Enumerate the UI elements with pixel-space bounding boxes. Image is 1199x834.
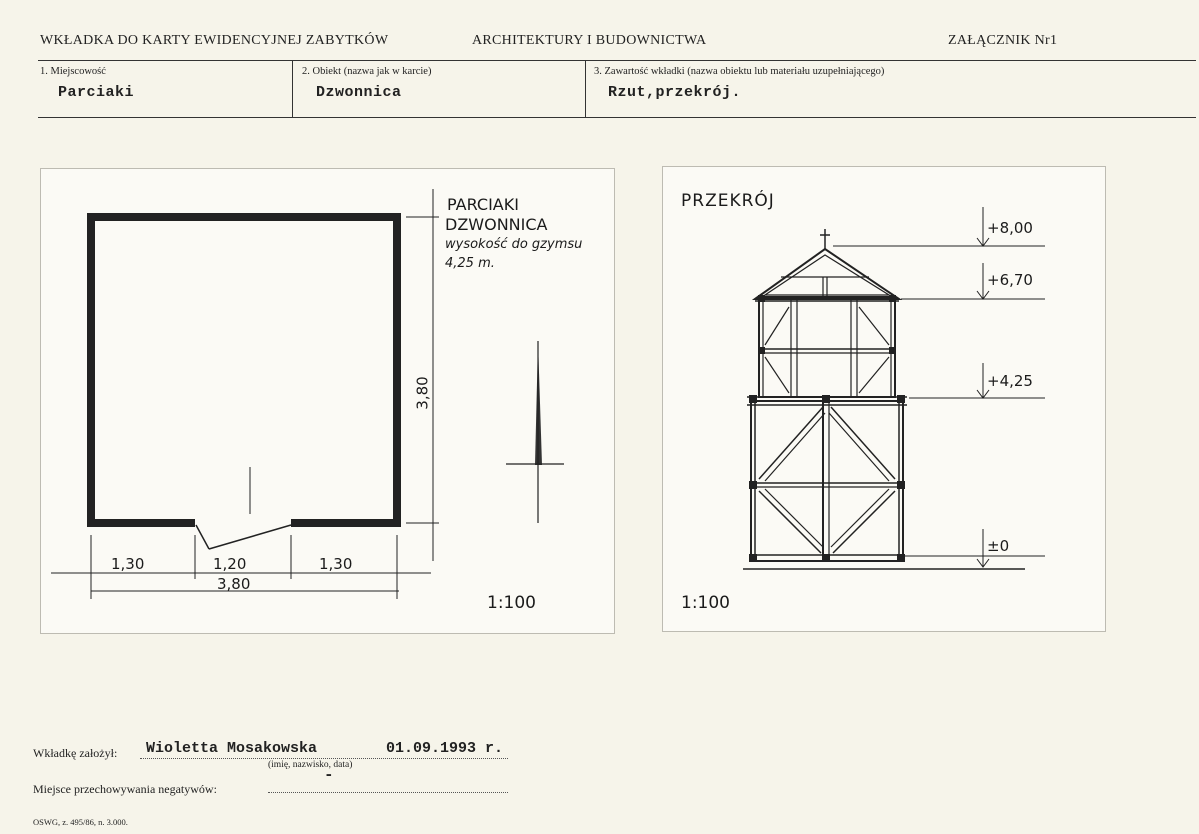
section-scale: 1:100 [681, 593, 730, 613]
print-info: OSWG, z. 495/86, n. 3.000. [33, 817, 128, 827]
created-by-line [140, 758, 508, 759]
field-label-object: 2. Obiekt (nazwa jak w karcie) [302, 66, 432, 77]
negatives-line [268, 792, 508, 793]
level-0: ±0 [987, 537, 1010, 555]
field-divider-1 [292, 60, 293, 117]
negatives-value: - [324, 766, 334, 784]
field-label-locality: 1. Miejscowość [40, 66, 106, 77]
level-6-70: +6,70 [987, 271, 1033, 289]
plan-dim-left: 1,30 [111, 555, 145, 573]
plan-height-note: wysokość do gzymsu [445, 237, 583, 252]
field-value-object: Dzwonnica [316, 84, 402, 101]
field-value-content: Rzut,przekrój. [608, 84, 742, 101]
header-bottom-rule [38, 117, 1196, 118]
section-svg [663, 167, 1105, 631]
level-4-25: +4,25 [987, 372, 1033, 390]
plan-title-locality: PARCIAKI [447, 195, 519, 214]
level-8-00: +8,00 [987, 219, 1033, 237]
section-title: PRZEKRÓJ [681, 191, 775, 211]
floor-plan-drawing [40, 168, 615, 634]
form-title: WKŁADKA DO KARTY EWIDENCYJNEJ ZABYTKÓW [40, 33, 389, 48]
plan-title-object: DZWONNICA [445, 215, 548, 234]
plan-height-value: 4,25 m. [445, 256, 495, 271]
plan-dim-height: 3,80 [413, 376, 432, 410]
created-by-name: Wioletta Mosakowska [146, 740, 318, 757]
created-by-label: Wkładkę założył: [33, 746, 118, 760]
plan-dim-door: 1,20 [213, 555, 247, 573]
field-value-locality: Parciaki [58, 84, 135, 101]
plan-dim-right: 1,30 [319, 555, 353, 573]
field-label-content: 3. Zawartość wkładki (nazwa obiektu lub materiału uzupełniającego) [594, 66, 885, 77]
form-subtitle: ARCHITEKTURY I BUDOWNICTWA [472, 33, 707, 48]
negatives-label: Miejsce przechowywania negatywów: [33, 782, 217, 796]
created-date: 01.09.1993 r. [386, 740, 504, 757]
field-divider-2 [585, 60, 586, 117]
attachment-number: ZAŁĄCZNIK Nr1 [948, 33, 1058, 48]
header-top-rule [38, 60, 1196, 61]
created-by-hint: (imię, nazwisko, data) [268, 760, 353, 770]
plan-scale: 1:100 [487, 593, 536, 613]
plan-dim-total: 3,80 [217, 575, 251, 593]
section-drawing [662, 166, 1106, 632]
